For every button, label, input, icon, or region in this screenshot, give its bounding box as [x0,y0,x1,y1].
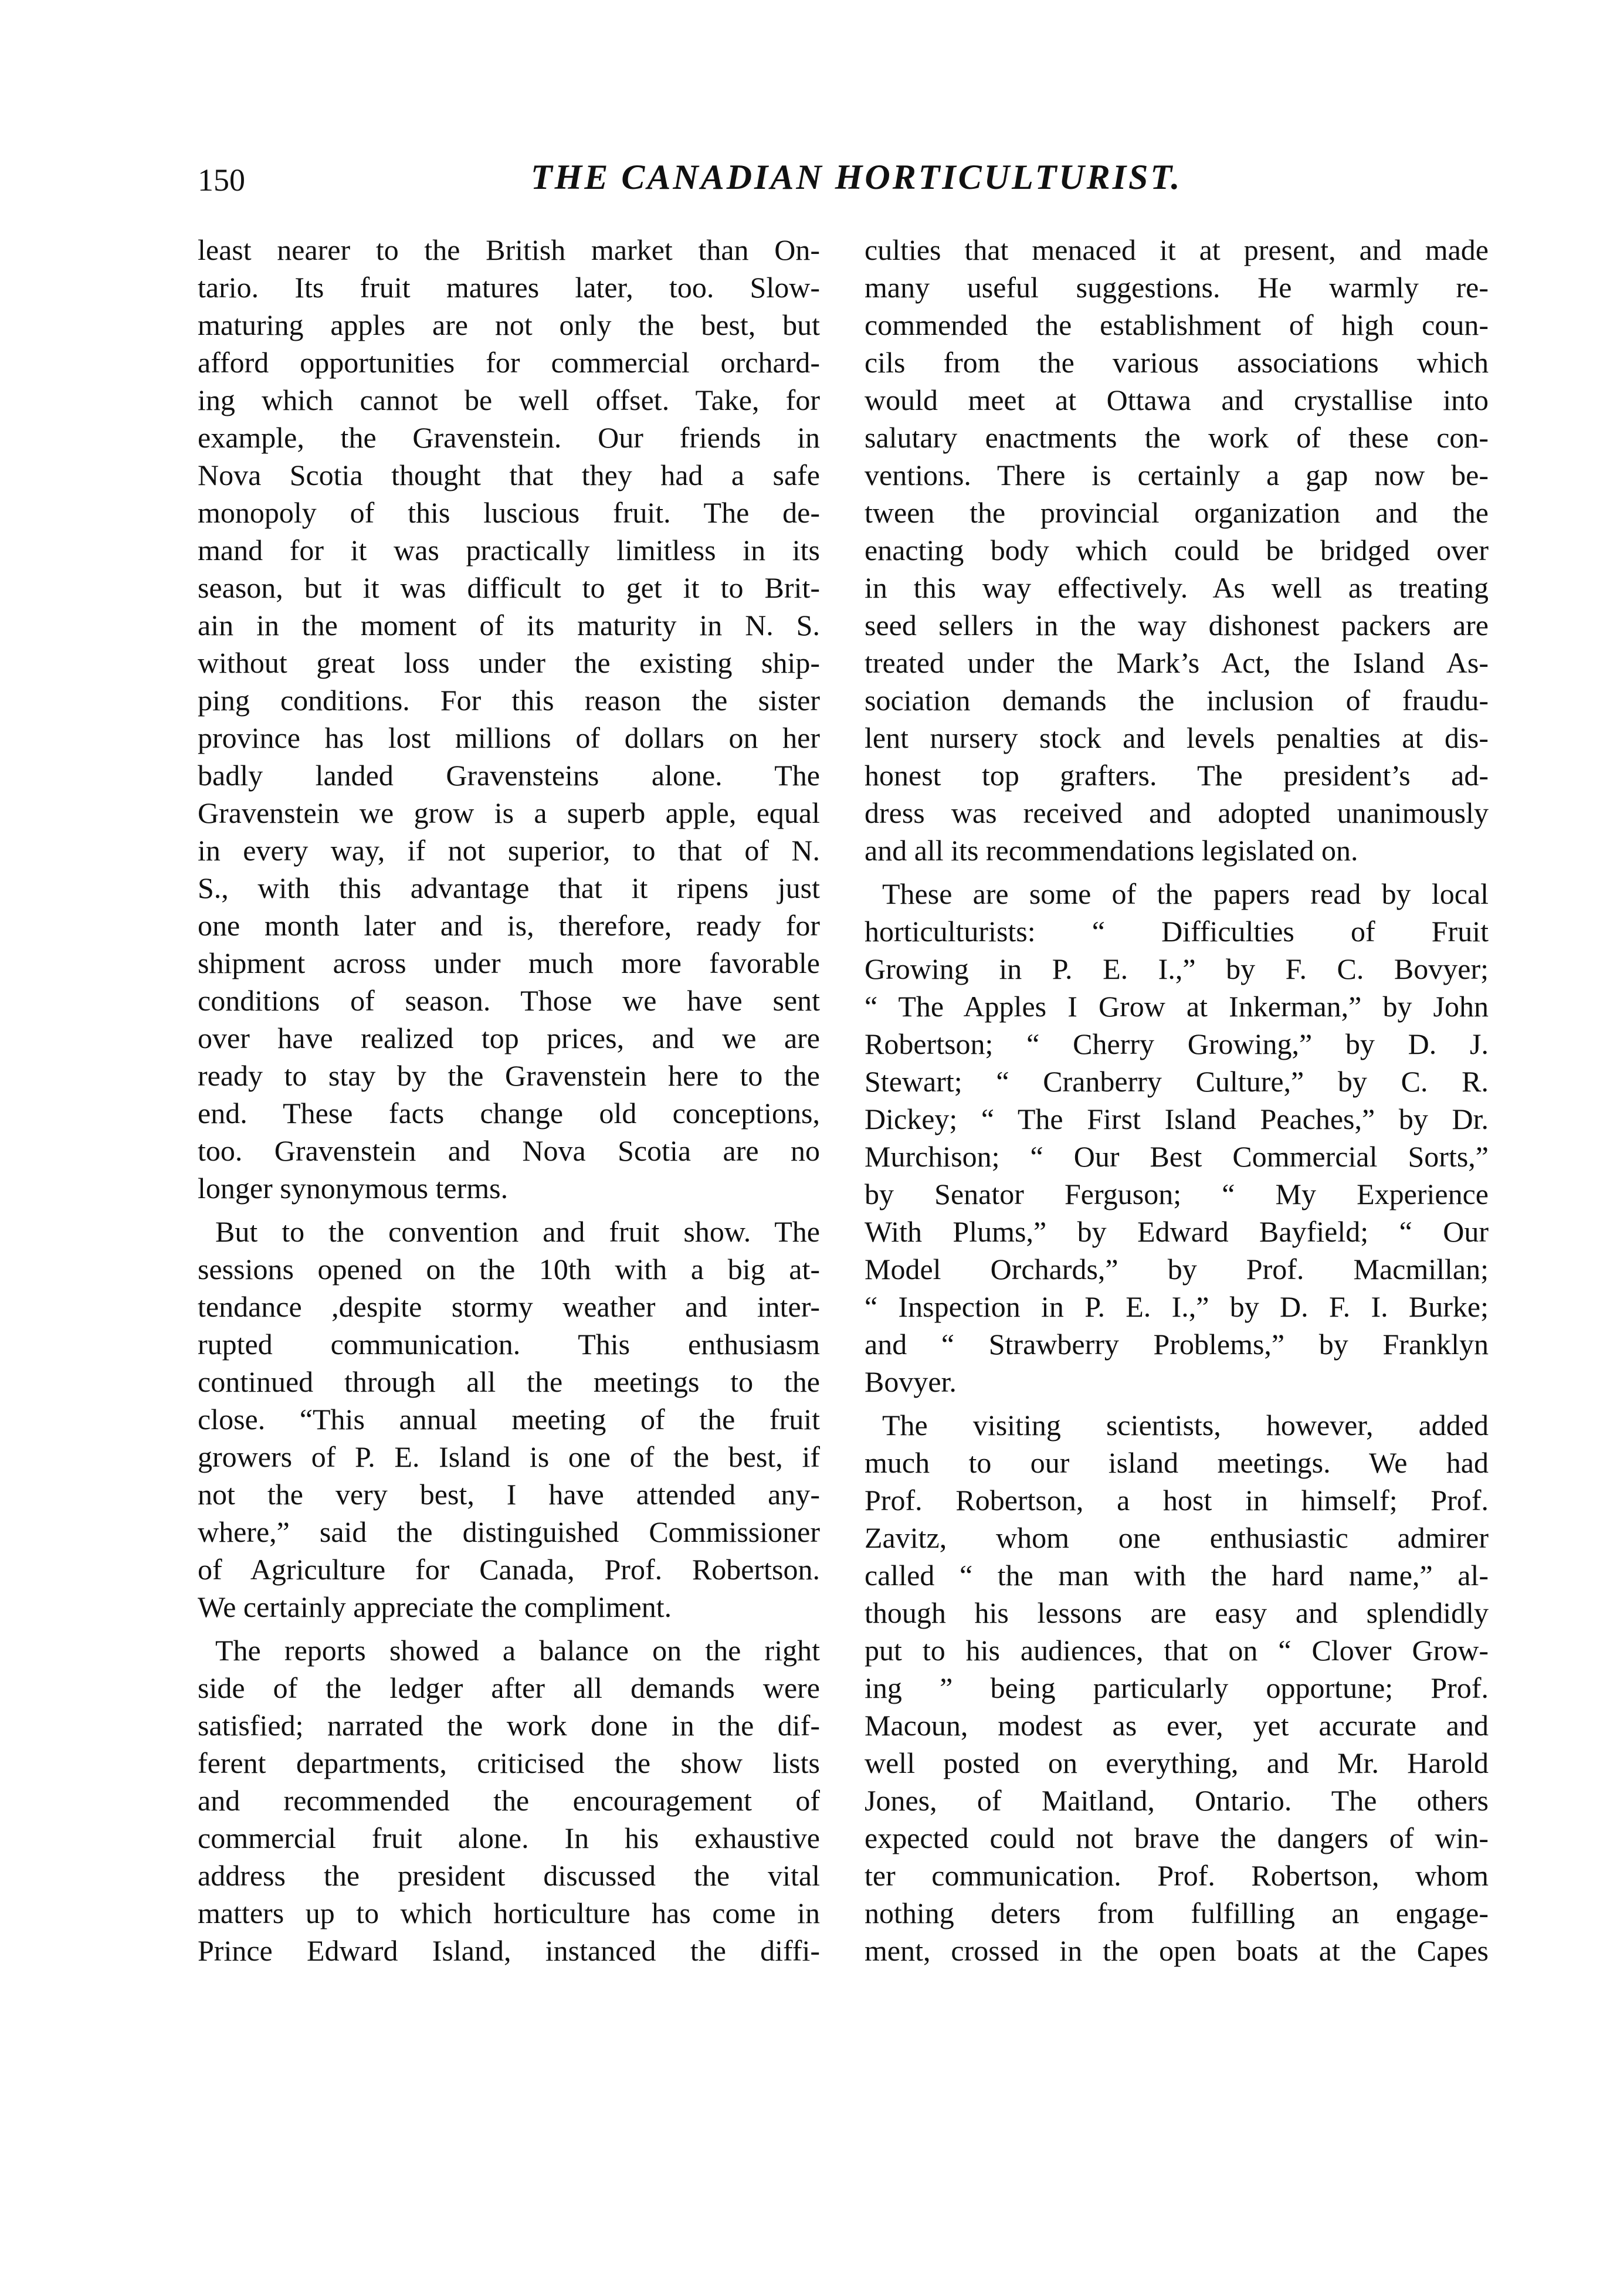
text-line: cils from the various associations which [865,346,1489,379]
text-line: and recommended the encouragement of [198,1784,820,1817]
text-line: “ Inspection in P. E. I.,” by D. F. I. Burke; [865,1290,1489,1323]
text-line: Macoun, modest as ever, yet accurate and [865,1709,1489,1742]
text-line: Stewart; “ Cranberry Culture,” by C. R. [865,1065,1489,1098]
text-line: continued through all the meetings to the [198,1365,820,1398]
text-line: tendance ,despite stormy weather and inter- [198,1290,820,1323]
text-line: tario. Its fruit matures later, too. Slow- [198,271,820,304]
text-line: many useful suggestions. He warmly re- [865,271,1489,304]
text-line: horticulturists: “ Difficulties of Fruit [865,915,1489,948]
text-line: too. Gravenstein and Nova Scotia are no [198,1134,820,1167]
text-line: ain in the moment of its maturity in N. S. [198,609,820,642]
text-line: ferent departments, criticised the show lists [198,1746,820,1779]
text-line: over have realized top prices, and we are [198,1022,820,1054]
text-line: end. These facts change old conceptions, [198,1097,820,1130]
text-line: commercial fruit alone. In his exhaustive [198,1822,820,1854]
text-line: ready to stay by the Gravenstein here to the [198,1059,820,1092]
text-line: S., with this advantage that it ripens just [198,871,820,904]
text-line: “ The Apples I Grow at Inkerman,” by John [865,990,1489,1023]
text-line: The visiting scientists, however, added [882,1409,1489,1442]
text-line: commended the establishment of high coun- [865,308,1489,341]
paragraph [198,1213,820,1626]
text-line: honest top grafters. The president’s ad- [865,759,1489,792]
text-line: shipment across under much more favorable [198,947,820,979]
text-line: in every way, if not superior, to that of N. [198,834,820,867]
text-line: example, the Gravenstein. Our friends in [198,421,820,454]
text-line: of Agriculture for Canada, Prof. Robertson. [198,1553,820,1586]
text-line: But to the convention and fruit show. The [215,1215,820,1248]
text-line: province has lost millions of dollars on her [198,721,820,754]
text-line: seed sellers in the way dishonest packers are [865,609,1489,642]
text-line: treated under the Mark’s Act, the Island As- [865,646,1489,679]
text-line: by Senator Ferguson; “ My Experience [865,1178,1489,1210]
text-line: We certainly appreciate the compliment. [198,1590,672,1623]
text-line: nothing deters from fulfilling an engage- [865,1897,1489,1929]
text-line: close. “This annual meeting of the fruit [198,1403,820,1436]
text-line: in this way effectively. As well as treating [865,571,1489,604]
text-line: Prince Edward Island, instanced the diffi- [198,1934,820,1967]
text-line: satisfied; narrated the work done in the dif- [198,1709,820,1742]
text-line: well posted on everything, and Mr. Harold [865,1746,1489,1779]
text-line: expected could not brave the dangers of win- [865,1822,1489,1854]
text-line: where,” said the distinguished Commissioner [198,1515,820,1548]
text-line: With Plums,” by Edward Bayfield; “ Our [865,1215,1489,1248]
running-title: THE CANADIAN HORTICULTURIST. [531,158,1182,196]
text-line: The reports showed a balance on the right [215,1634,820,1667]
paragraph [198,1632,820,1969]
paragraph [865,231,1489,869]
text-line: not the very best, I have attended any- [198,1478,820,1511]
paragraph [198,231,820,1207]
text-line: one month later and is, therefore, ready for [198,909,820,942]
text-line: monopoly of this luscious fruit. The de- [198,496,820,529]
paragraph [865,875,1489,1400]
text-line: though his lessons are easy and splendidly [865,1596,1489,1629]
text-line: matters up to which horticulture has come in [198,1897,820,1929]
text-line: dress was received and adopted unanimously [865,796,1489,829]
text-line: growers of P. E. Island is one of the best, if [198,1440,820,1473]
text-line: without great loss under the existing ship- [198,646,820,679]
text-line: ter communication. Prof. Robertson, whom [865,1859,1489,1892]
text-line: These are some of the papers read by local [882,877,1489,910]
text-line: ing ” being particularly opportune; Prof. [865,1671,1489,1704]
text-line: Nova Scotia thought that they had a safe [198,459,820,491]
text-line: salutary enactments the work of these con- [865,421,1489,454]
text-line: called “ the man with the hard name,” al- [865,1559,1489,1592]
text-line: tween the provincial organization and the [865,496,1489,529]
text-line: put to his audiences, that on “ Clover Grow- [865,1634,1489,1667]
text-line: mand for it was practically limitless in its [198,534,820,567]
text-line: side of the ledger after all demands were [198,1671,820,1704]
text-line: enacting body which could be bridged over [865,534,1489,567]
text-line: Prof. Robertson, a host in himself; Prof. [865,1484,1489,1517]
text-line: Gravenstein we grow is a superb apple, equal [198,796,820,829]
text-line: much to our island meetings. We had [865,1446,1489,1479]
text-line: and all its recommendations legislated on. [865,834,1358,867]
text-line: sessions opened on the 10th with a big at- [198,1253,820,1286]
text-line: season, but it was difficult to get it to Brit- [198,571,820,604]
text-column-left [198,231,820,1975]
text-line: least nearer to the British market than On- [198,233,820,266]
text-line: lent nursery stock and levels penalties at dis- [865,721,1489,754]
text-line: Bovyer. [865,1365,957,1398]
text-line: Zavitz, whom one enthusiastic admirer [865,1521,1489,1554]
text-line: maturing apples are not only the best, but [198,308,820,341]
text-line: culties that menaced it at present, and made [865,233,1489,266]
text-column-right [865,231,1489,1975]
text-line: address the president discussed the vital [198,1859,820,1892]
text-line: rupted communication. This enthusiasm [198,1328,820,1361]
text-line: afford opportunities for commercial orchard- [198,346,820,379]
text-line: sociation demands the inclusion of fraudu- [865,684,1489,717]
text-line: ment, crossed in the open boats at the Capes [865,1934,1489,1967]
text-line: longer synonymous terms. [198,1172,509,1205]
text-line: ping conditions. For this reason the sister [198,684,820,717]
paragraph [865,1406,1489,1969]
text-line: ing which cannot be well offset. Take, for [198,384,820,416]
text-line: Model Orchards,” by Prof. Macmillan; [865,1253,1489,1286]
text-line: Growing in P. E. I.,” by F. C. Bovyer; [865,952,1489,985]
text-line: Murchison; “ Our Best Commercial Sorts,” [865,1140,1489,1173]
text-line: ventions. There is certainly a gap now be- [865,459,1489,491]
text-line: Robertson; “ Cherry Growing,” by D. J. [865,1027,1489,1060]
text-line: Dickey; “ The First Island Peaches,” by Dr. [865,1103,1489,1135]
text-line: conditions of season. Those we have sent [198,984,820,1017]
text-line: Jones, of Maitland, Ontario. The others [865,1784,1489,1817]
text-line: and “ Strawberry Problems,” by Franklyn [865,1328,1489,1361]
page-number: 150 [198,162,245,198]
text-line: would meet at Ottawa and crystallise into [865,384,1489,416]
text-line: badly landed Gravensteins alone. The [198,759,820,792]
